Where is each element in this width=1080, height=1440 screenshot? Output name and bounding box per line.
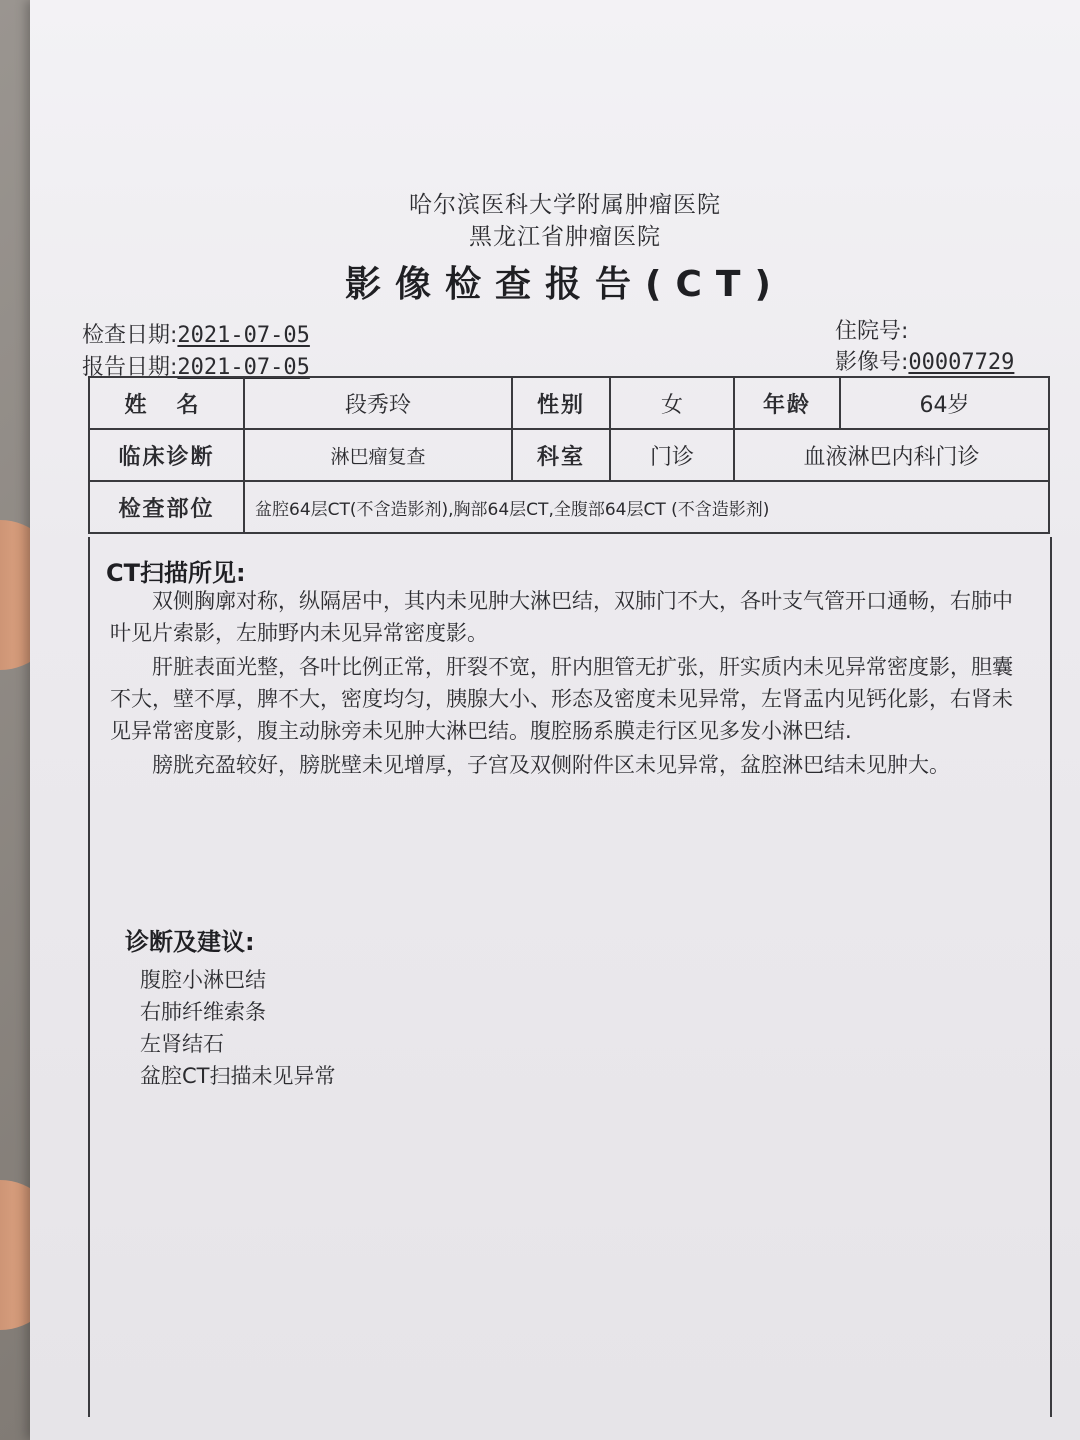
- diagnosis-item: 右肺纤维索条: [140, 1000, 266, 1024]
- clinical-diagnosis-label: 临床诊断: [89, 429, 244, 481]
- report-document: [30, 0, 1080, 1440]
- report-date-label: 报告日期:: [82, 355, 178, 380]
- image-number-label: 影像号:: [835, 350, 909, 375]
- findings-paragraph: 肝脏表面光整，各叶比例正常，肝裂不宽，肝内胆管无扩张，肝实质内未见异常密度影，胆囊不大，壁不厚，脾不大，密度均匀，胰腺大小、形态及密度未见异常，左肾盂内见钙化影，右肾未见异常密度影，腹主动脉旁未见肿大淋巴结。腹腔肠系膜走行区见多发小淋巴结.: [110, 655, 1013, 743]
- exam-date-value: 2021-07-05: [177, 323, 310, 348]
- clinical-diagnosis: 淋巴瘤复查: [244, 429, 512, 481]
- diagnosis-item: 腹腔小淋巴结: [140, 968, 266, 992]
- findings-paragraph: 膀胱充盈较好，膀胱壁未见增厚，子宫及双侧附件区未见异常，盆腔淋巴结未见肿大。: [152, 753, 950, 777]
- department-detail: 血液淋巴内科门诊: [734, 429, 1049, 481]
- age-label: 年龄: [734, 377, 840, 429]
- patient-age: 64岁: [840, 377, 1049, 429]
- inpatient-number-label: 住院号:: [835, 319, 909, 344]
- report-sheet: [30, 0, 1080, 1440]
- exam-date-label: 检查日期:: [82, 323, 178, 348]
- sex-label: 性别: [512, 377, 610, 429]
- department-label: 科室: [512, 429, 610, 481]
- exam-region-label: 检查部位: [89, 481, 244, 533]
- patient-name: 段秀玲: [244, 377, 512, 429]
- department: 门诊: [610, 429, 734, 481]
- table-row: [89, 481, 1049, 533]
- findings-paragraph: 双侧胸廓对称，纵隔居中，其内未见肿大淋巴结，双肺门不大，各叶支气管开口通畅，右肺中叶见片索影，左肺野内未见异常密度影。: [110, 589, 1013, 645]
- patient-info-table: [88, 376, 1050, 534]
- hospital-name: 哈尔滨医科大学附属肿瘤医院: [409, 192, 721, 218]
- exam-date: [82, 318, 310, 349]
- report-title: 影像检查报告(CT): [345, 264, 785, 305]
- diagnosis-list: [140, 964, 336, 1092]
- table-row: [89, 429, 1049, 481]
- exam-region: 盆腔64层CT(不含造影剂),胸部64层CT,全腹部64层CT (不含造影剂): [244, 481, 1049, 533]
- findings-text: [110, 585, 1015, 783]
- image-number: [835, 345, 1014, 376]
- hospital-alt-name: 黑龙江省肿瘤医院: [469, 224, 661, 250]
- diagnosis-title: 诊断及建议:: [125, 928, 255, 956]
- name-label: 姓名: [89, 377, 244, 429]
- inpatient-number: [835, 314, 908, 345]
- report-date-value: 2021-07-05: [177, 355, 310, 380]
- findings-title: CT扫描所见:: [106, 559, 246, 587]
- image-number-value: 00007729: [908, 350, 1015, 375]
- table-row: [89, 377, 1049, 429]
- patient-sex: 女: [610, 377, 734, 429]
- diagnosis-item: 左肾结石: [140, 1032, 224, 1056]
- diagnosis-item: 盆腔CT扫描未见异常: [140, 1064, 336, 1088]
